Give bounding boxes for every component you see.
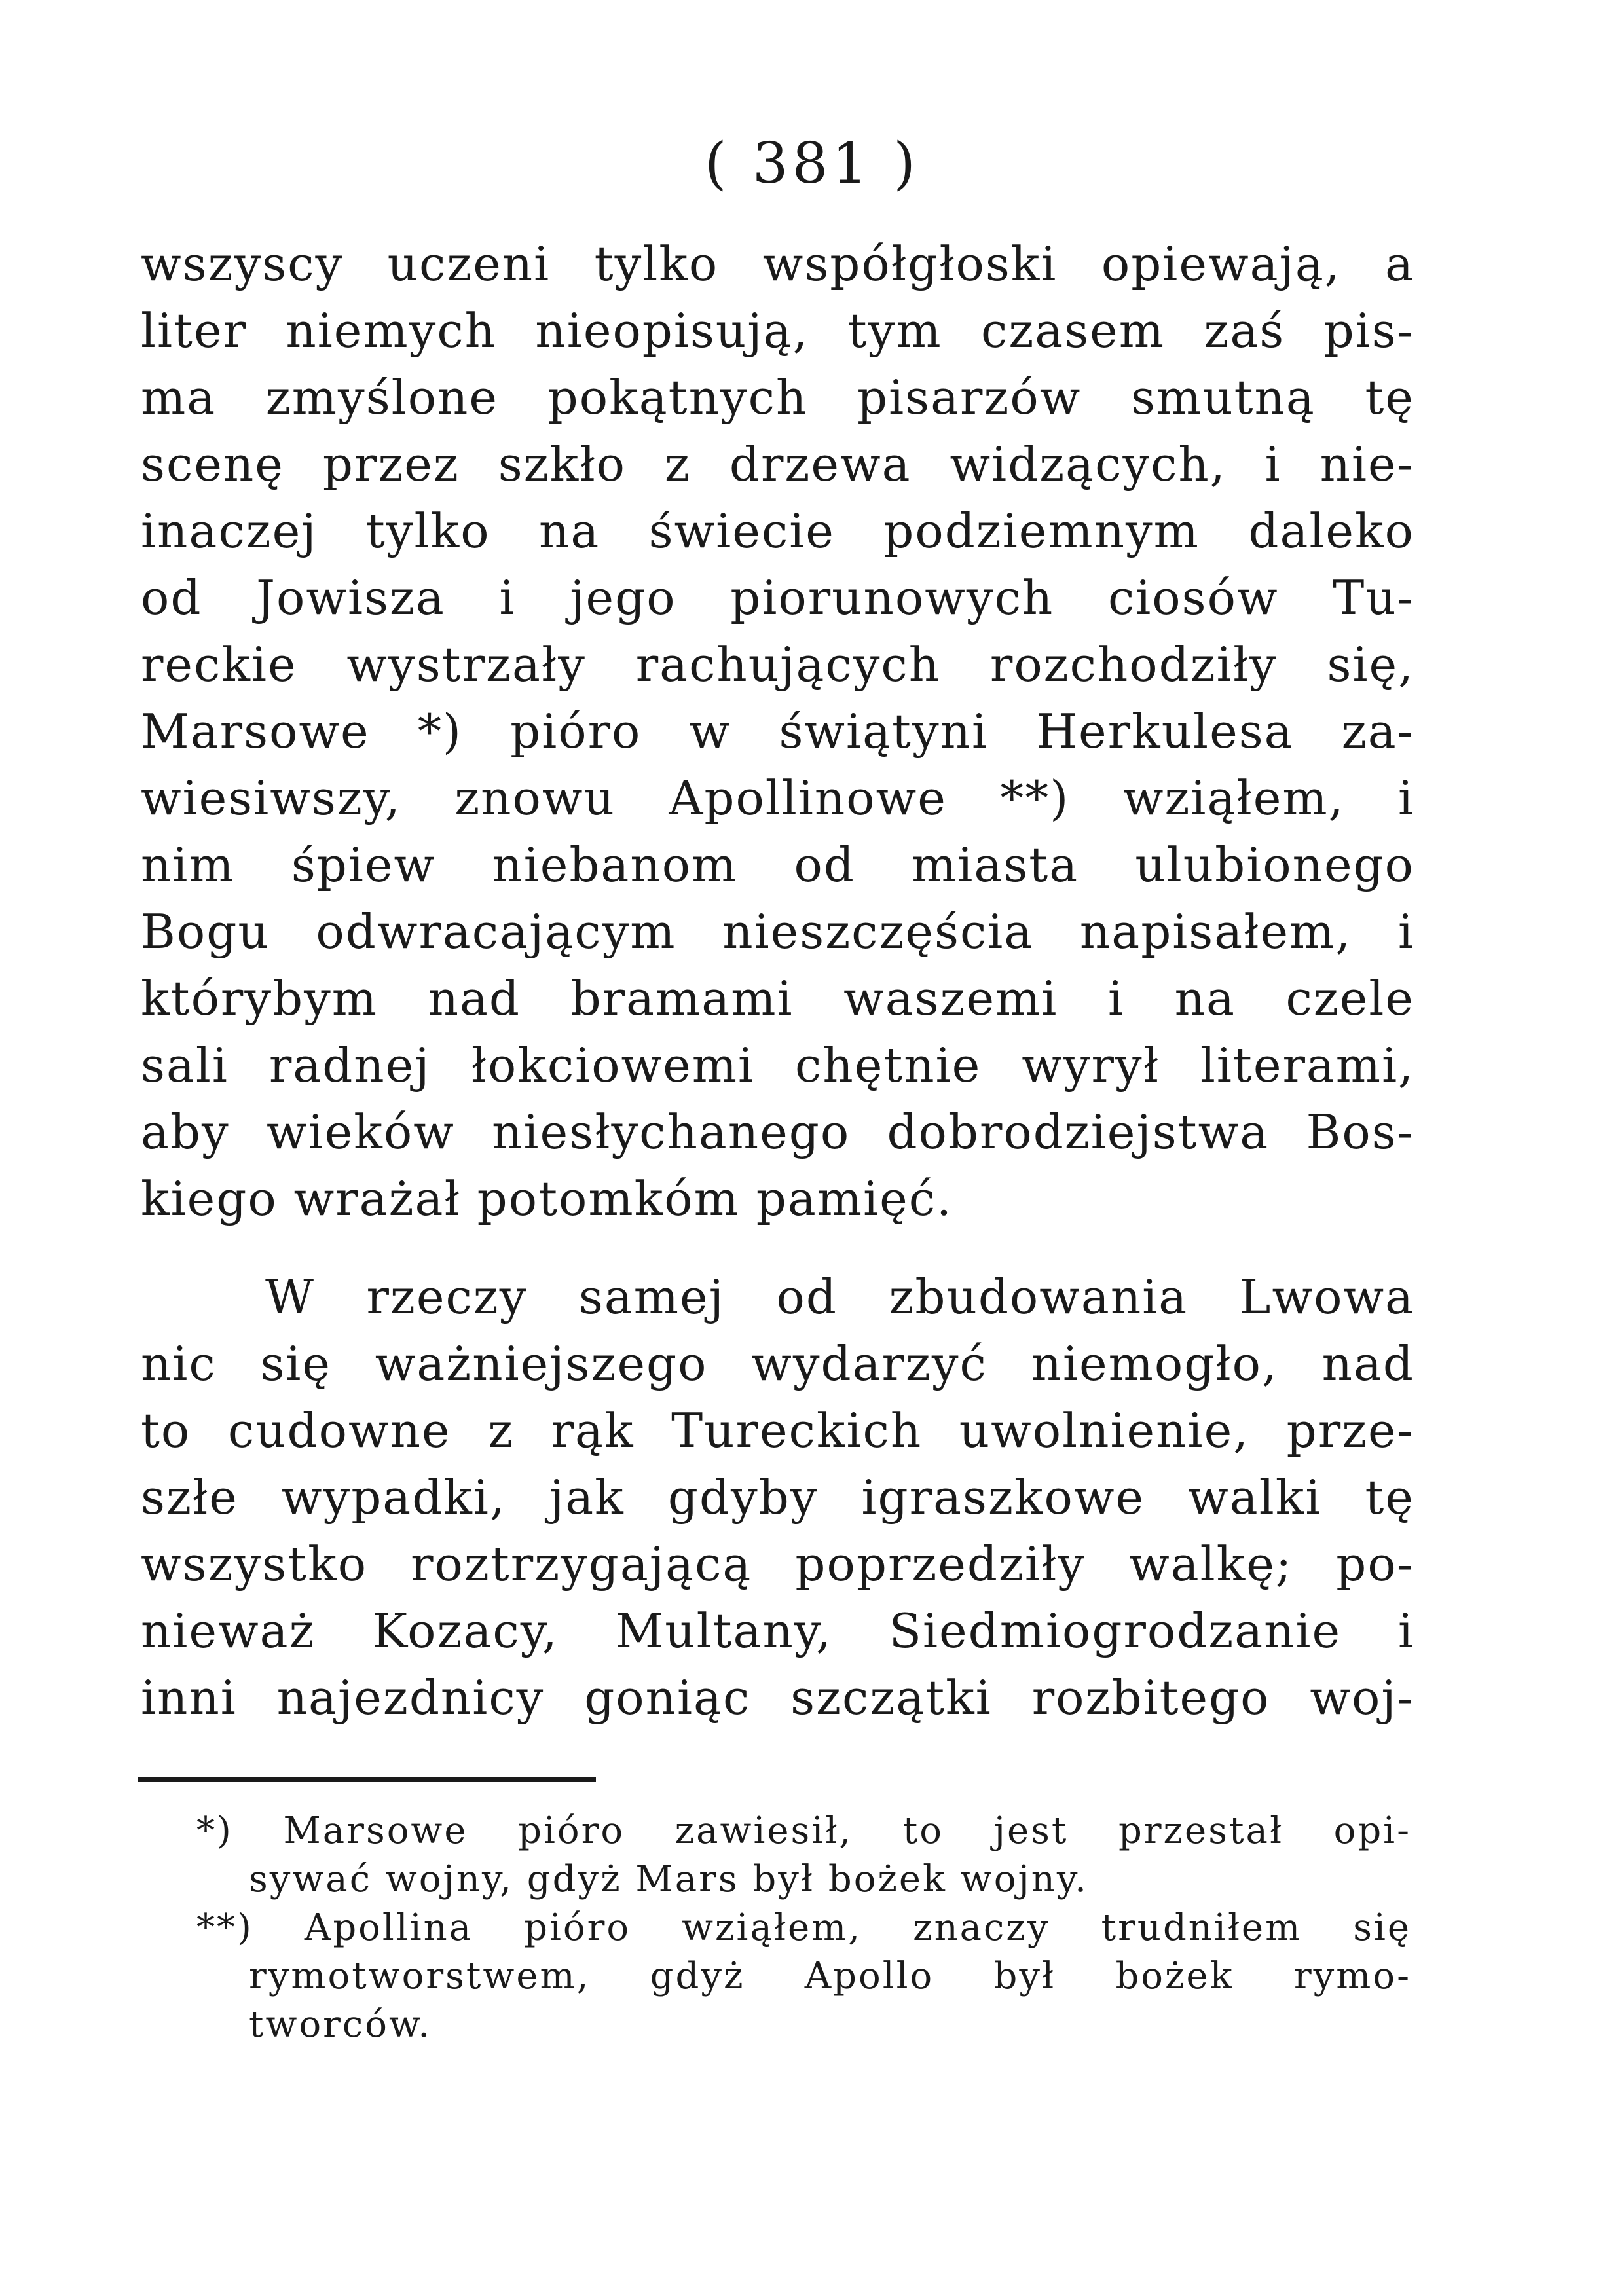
text-line: Bogu odwracającym nieszczęścia napisałem, i <box>141 904 1414 959</box>
text-line: nic się ważniejszego wydarzyć niemogło, nad <box>141 1336 1414 1391</box>
text-line: którybym nad bramami waszemi i na czele <box>141 971 1414 1026</box>
text-line: od Jowisza i jego piorunowych ciosów Tu- <box>141 570 1414 625</box>
text-line: Marsowe *) pióro w świątyni Herkulesa za- <box>141 704 1414 759</box>
text-line: aby wieków niesłychanego dobrodziejstwa Bos- <box>141 1104 1414 1159</box>
text-line: nieważ Kozacy, Multany, Siedmiogrodzanie i <box>141 1603 1414 1658</box>
footnote-separator <box>138 1777 596 1782</box>
text-line: wiesiwszy, znowu Apollinowe **) wziąłem, i <box>141 771 1414 826</box>
text-line: inaczej tylko na świecie podziemnym daleko <box>141 503 1414 558</box>
text-line: ma zmyślone pokątnych pisarzów smutną tę <box>141 370 1414 425</box>
footnote-line: rymotworstwem, gdyż Apollo był bożek rymo- <box>249 1955 1411 1997</box>
footnote-line: **) Apollina pióro wziąłem, znaczy trudniłem się <box>196 1906 1411 1949</box>
footnote-2 <box>196 1904 1411 2049</box>
text-line: wszyscy uczeni tylko współgłoski opiewają, a <box>141 236 1414 291</box>
footnote-line: tworców. <box>249 2003 432 2046</box>
text-line: scenę przez szkło z drzewa widzących, i nie- <box>141 437 1414 492</box>
footnotes <box>196 1807 1411 2049</box>
text-line: kiego wrażał potomkóm pamięć. <box>141 1171 953 1226</box>
footnote-line: sywać wojny, gdyż Mars był bożek wojny. <box>249 1858 1088 1901</box>
text-line: liter niemych nieopisują, tym czasem zaś pis- <box>141 303 1414 358</box>
footnote-line: *) Marsowe pióro zawiesił, to jest przestał opi- <box>196 1810 1411 1852</box>
text-line: wszystko roztrzygającą poprzedziły walkę; po- <box>141 1537 1414 1592</box>
paragraph-2 <box>141 1264 1414 1731</box>
text-line: nim śpiew niebanom od miasta ulubionego <box>141 837 1414 892</box>
text-line: sali radnej łokciowemi chętnie wyrył literami, <box>141 1038 1414 1093</box>
footnote-1 <box>196 1807 1411 1904</box>
text-line: W rzeczy samej od zbudowania Lwowa <box>265 1269 1414 1324</box>
paragraph-1 <box>141 230 1414 1232</box>
text-line: to cudowne z rąk Tureckich uwolnienie, prze- <box>141 1403 1414 1458</box>
page-number: ( 381 ) <box>705 131 919 196</box>
text-line: reckie wystrzały rachujących rozchodziły się, <box>141 637 1414 692</box>
text-line: szłe wypadki, jak gdyby igraszkowe walki tę <box>141 1470 1414 1525</box>
text-line: inni najezdnicy goniąc szczątki rozbitego woj- <box>141 1670 1414 1725</box>
